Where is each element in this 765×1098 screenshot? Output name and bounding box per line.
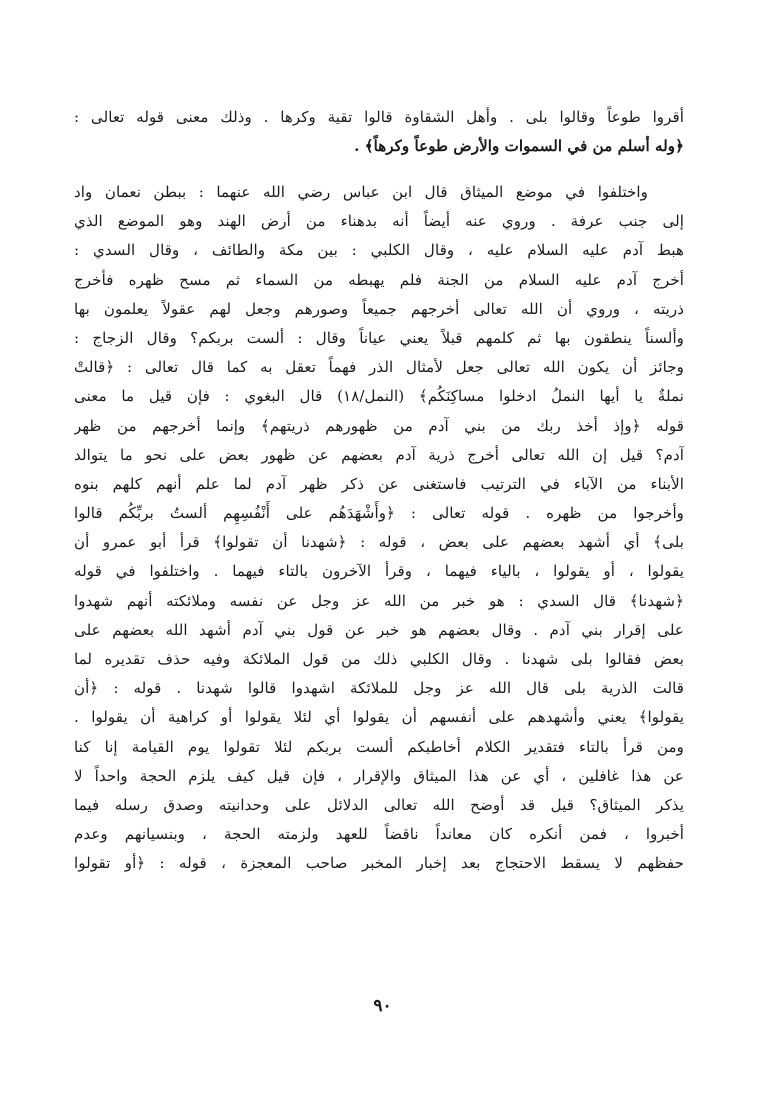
text-line: على إقرار بني آدم . وقال بعضهم هو خبر عن قول بني آدم أشهد الله بعضهم على [74,620,684,639]
page-number: ٩٠ [373,996,392,1016]
text-line: نملةٌ يا أيها النملُ ادخلوا مساكِنَكُم﴾ (النمل/١٨) قال البغوي : فإن قيل ما معنى [74,387,684,406]
text-line: قوله ﴿وإذ أخذ ربك من بني آدم من ظهورهم ذريتهم﴾ وإنما أخرجهم من ظهر [74,416,684,435]
text-line: ذريته ، وروي أن الله تعالى أخرجهم جميعاً وصورهم وجعل لهم عقولاً يعلمون بها [74,299,684,318]
text-line: حفظهم لا يسقط الاحتجاج بعد إخبار المخبر صاحب المعجزة ، قوله : ﴿أو تقولوا [74,854,684,873]
text-line: قالت الذرية بلى قال الله عز وجل للملائكة اشهدوا قالوا شهدنا . قوله : ﴿أن [74,679,684,698]
text-line: وألسناً ينطقون بها ثم كلمهم قبلاً يعني عياناً وقال : ألست بربكم؟ وقال الزجاج : [74,328,684,347]
text-line: بلى﴾ أي أشهد بعضهم على بعض ، قوله : ﴿شهدنا أن تقولوا﴾ قرأ أبو عمرو أن [74,533,684,552]
text-line: الأبناء من الآباء في الترتيب فاستغنى عن ذكر ظهر آدم لما علم أنهم كلهم بنوه [74,474,684,493]
text-line: ومن قرأ بالتاء فتقدير الكلام أخاطبكم ألست بربكم لئلا تقولوا يوم القيامة إنا كنا [74,737,684,756]
text-line: أخبروا ، فمن أنكره كان معانداً ناقضاً للعهد ولزمته الحجة ، وبنسيانهم وعدم [74,825,684,844]
text-line: عن هذا غافلين ، أي عن هذا الميثاق والإقرار ، فإن قيل كيف يلزم الحجة واحداً لا [74,766,684,785]
text-line: يقولوا﴾ يعني وأشهدهم على أنفسهم أن يقولوا أي لئلا يقولوا أو كراهية أن يقولوا . [74,708,684,727]
text-line: يذكر الميثاق؟ قيل قد أوضح الله تعالى الدلائل على وحدانيته وصدق رسله فيما [74,795,684,814]
text-line: أقروا طوعاً وقالوا بلى . وأهل الشقاوة قالوا تقية وكرها . وذلك معنى قوله تعالى : [74,108,684,126]
text-line: يقولوا ، أو يقولوا ، بالياء فيهما ، وقرأ الآخرون بالتاء فيهما . واختلفوا في قوله [74,562,684,581]
text-line: إلى جنب عرفة . وروي عنه أيضاً أنه بدهناء من أرض الهند وهو الموضع الذي [74,212,684,231]
text-line: أخرج آدم عليه السلام من الجنة فلم يهبطه من السماء ثم مسح ظهره فأخرج [74,270,684,289]
paragraph-1 [74,103,684,161]
text-line: وجائز أن يكون الله تعالى جعل لأمثال الذر فهماً تعقل به كما قال تعالى : ﴿قالتْ [74,358,684,377]
text-line: هبط آدم عليه السلام عليه ، وقال الكلبي : بين مكة والطائف ، وقال السدي : [74,241,684,260]
text-line: ﴿شهدنا﴾ قال السدي : هو خبر من الله عز وجل عن نفسه وملائكته أنهم شهدوا [74,591,684,610]
text-line: آدم؟ قيل إن الله تعالى أخرج ذرية آدم بعضهم عن ظهور بعض على نحو ما يتوالد [74,445,684,464]
paragraph-2 [74,178,684,879]
text-line: بعض فقالوا بلى شهدنا . وقال الكلبي ذلك من قول الملائكة وفيه حذف تقديره لما [74,650,684,668]
text-line: واختلفوا في موضع الميثاق قال ابن عباس رضي الله عنهما : ببطن نعمان واد [74,183,648,201]
text-line: وأخرجوا من ظهره . قوله تعالى : ﴿وأَشْهَدَهُم على أَنْفُسِهِم ألستُ بربِّكُم قالوا [74,504,684,523]
text-line: ﴿وله أسلم من في السموات والأرض طوعاً وكرهاً﴾ . [354,137,684,156]
